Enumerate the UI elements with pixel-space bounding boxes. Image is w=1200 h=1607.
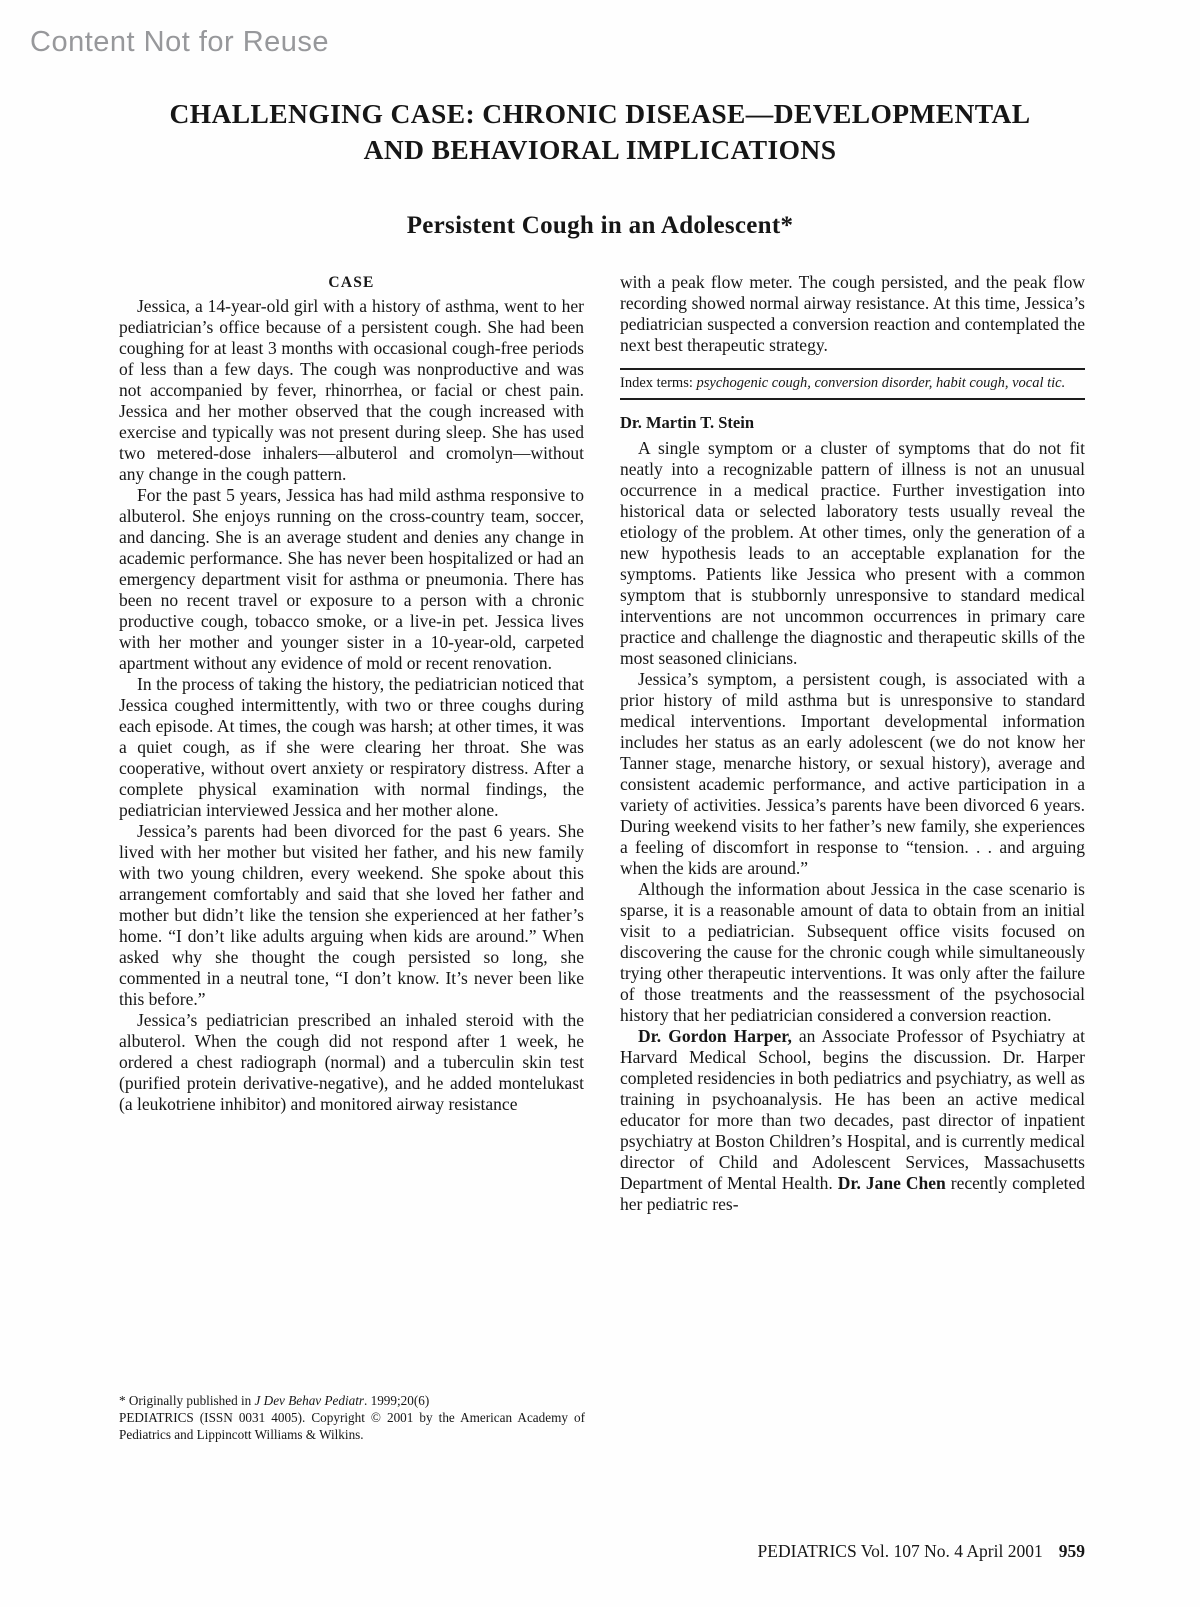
index-terms-block bbox=[620, 368, 1085, 400]
title-line-1: CHALLENGING CASE: CHRONIC DISEASE—DEVELOPMENTAL bbox=[169, 98, 1031, 129]
footnote-copyright-line: PEDIATRICS (ISSN 0031 4005). Copyright © 2001 by the American Academy of Pediatrics and Lippincott Williams & Wilkins. bbox=[119, 1409, 585, 1442]
discussion-paragraph-1: A single symptom or a cluster of symptoms that do not fit neatly into a recognizable pattern of illness is not an unusual occurrence in a medical practice. Further investigation into historical data or selected laboratory tests usually reveal the etiology of the problem. At other times, only the generation of a new hypothesis leads to an acceptable explanation for the symptoms. Patients like Jessica who present with a common symptom that is stubbornly unresponsive to standard medical interventions are not uncommon occurrences in primary care practice and challenge the diagnostic and therapeutic skills of the most seasoned clinicians. bbox=[620, 438, 1085, 668]
footnote-origin-prefix: * Originally published in bbox=[119, 1393, 255, 1408]
index-terms-list: psychogenic cough, conversion disorder, habit cough, vocal tic. bbox=[696, 375, 1066, 391]
discussants-intro-paragraph bbox=[620, 1026, 1085, 1215]
harper-name-bold: Dr. Gordon Harper, bbox=[638, 1026, 792, 1046]
case-paragraph-2: For the past 5 years, Jessica has had mild asthma responsive to albuterol. She enjoys running on the cross-country team, soccer, and dancing. She is an average student and denies any change in academic performance. She has never been hospitalized or had an emergency department visit for asthma or pneumonia. There has been no recent travel or exposure to a person with a chronic productive cough, tobacco smoke, or a live-in pet. Jessica lives with her mother and younger sister in a 10-year-old, carpeted apartment without any evidence of mold or recent renovation. bbox=[119, 485, 584, 673]
chen-bio-text: recently completed her pediatric res- bbox=[620, 1173, 1085, 1214]
case-section-heading: CASE bbox=[328, 274, 375, 291]
footnote-origin-line bbox=[119, 1393, 585, 1410]
article-title: Persistent Cough in an Adolescent* bbox=[406, 212, 794, 239]
discussant-name-heading: Dr. Martin T. Stein bbox=[620, 413, 754, 432]
discussion-paragraph-3: Although the information about Jessica in the case scenario is sparse, it is a reasonable amount of data to obtain from an initial visit to a pediatrician. Subsequent office visits focused on discovering the cause for the chronic cough while simultaneously trying other therapeutic interventions. It was only after the failure of those treatments and the reassessment of the psychosocial history that her pediatrician considered a conversion reaction. bbox=[620, 879, 1085, 1025]
article-series-title bbox=[0, 96, 1200, 168]
left-column bbox=[119, 272, 584, 1215]
watermark-text: Content Not for Reuse bbox=[30, 26, 330, 58]
page-number: 959 bbox=[1058, 1541, 1085, 1561]
page-footer bbox=[758, 1541, 1085, 1562]
two-column-body bbox=[119, 272, 1085, 1215]
footnote-journal-name: J Dev Behav Pediatr bbox=[254, 1393, 365, 1408]
chen-name-bold: Dr. Jane Chen bbox=[837, 1173, 946, 1193]
case-paragraph-5: Jessica’s pediatrician prescribed an inhaled steroid with the albuterol. When the cough did not respond after 1 week, he ordered a chest radiograph (normal) and a tuberculin skin test (purified protein derivative-negative), and he added montelukast (a leukotriene inhibitor) and monitored airway resistance bbox=[119, 1010, 584, 1114]
discussion-paragraph-2: Jessica’s symptom, a persistent cough, is associated with a prior history of mild asthma but is unresponsive to standard medical interventions. Important developmental information includes her status as an early adolescent (we do not know her Tanner stage, menarche history, or sexual history), average and consistent academic performance, and active participation in a variety of activities. Jessica’s parents have been divorced 6 years. During weekend visits to her father’s new family, she experiences a feeling of discomfort in response to “tension. . . and arguing when the kids are around.” bbox=[620, 669, 1085, 878]
footnote-block bbox=[119, 1393, 585, 1443]
case-continuation-paragraph: with a peak flow meter. The cough persisted, and the peak flow recording showed normal airway resistance. At this time, Jessica’s pediatrician suspected a conversion reaction and contemplated the next best therapeutic strategy. bbox=[620, 272, 1085, 355]
index-terms-label: Index terms: bbox=[620, 375, 697, 391]
journal-citation: PEDIATRICS Vol. 107 No. 4 April 2001 bbox=[757, 1541, 1043, 1561]
title-line-2: AND BEHAVIORAL IMPLICATIONS bbox=[363, 134, 837, 165]
case-paragraph-3: In the process of taking the history, the pediatrician noticed that Jessica coughed intermittently, with two or three coughs during each episode. At times, the cough was harsh; at other times, it was a quiet cough, as if she were clearing her throat. She was cooperative, without overt anxiety or respiratory distress. After a complete physical examination with normal findings, the pediatrician interviewed Jessica and her mother alone. bbox=[119, 674, 584, 820]
case-paragraph-4: Jessica’s parents had been divorced for the past 6 years. She lived with her mother but visited her father, and his new family with two young children, every weekend. She spoke about this arrangement comfortably and said that she loved her father and mother but didn’t like the tension she experienced at her father’s home. “I don’t like adults arguing when kids are around.” When asked why she thought the cough persisted so long, she commented in a neutral tone, “I don’t know. It’s never been like this before.” bbox=[119, 821, 584, 1009]
article-header bbox=[0, 96, 1200, 240]
case-paragraph-1: Jessica, a 14-year-old girl with a history of asthma, went to her pediatrician’s office because of a persistent cough. She had been coughing for at least 3 months with occasional cough-free periods of less than a few days. The cough was nonproductive and was not accompanied by fever, rhinorrhea, or facial or chest pain. Jessica and her mother observed that the cough increased with exercise and typically was not present during sleep. She has used two metered-dose inhalers—albuterol and cromolyn—without any change in the cough pattern. bbox=[119, 296, 584, 484]
footnote-origin-suffix: . 1999;20(6) bbox=[364, 1393, 430, 1408]
harper-bio-text: an Associate Professor of Psychiatry at Harvard Medical School, begins the discussion. Dr. Harper completed residencies in both pediatrics and psychiatry, as well as training in psychoanalysis. He has been an active medical educator for more than two decades, past director of inpatient psychiatry at Boston Children’s Hospital, and is currently medical director of Child and Adolescent Services, Massachusetts Department of Mental Health. bbox=[620, 1026, 1086, 1193]
right-column bbox=[620, 272, 1085, 1215]
